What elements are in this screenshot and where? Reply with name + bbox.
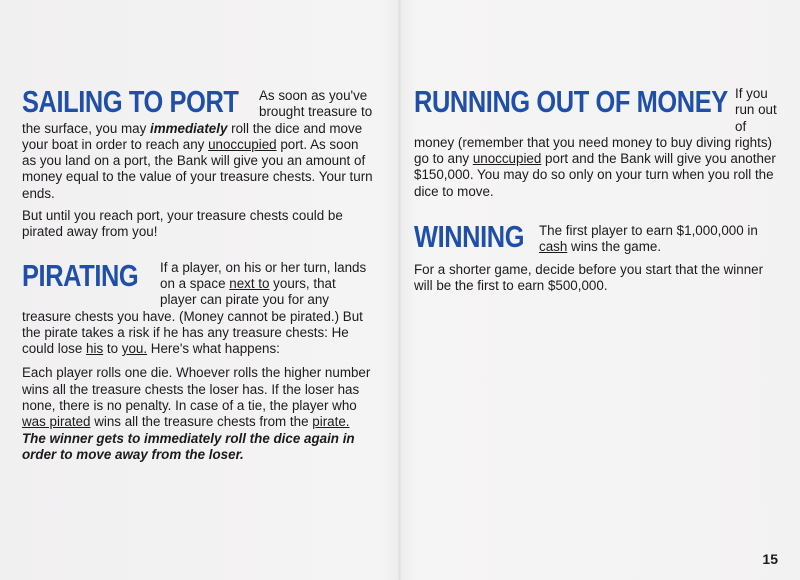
left-column xyxy=(22,86,374,463)
text-run: next to xyxy=(229,275,270,291)
text-run: wins all the treasure chests from the xyxy=(90,414,313,430)
sailing-section xyxy=(22,86,374,241)
text-run: If a player, on his or her turn, lands on a space xyxy=(160,259,367,291)
text-run: As soon as you've brought treasure to the surface, you may xyxy=(22,88,373,136)
text-run: wins the game. xyxy=(567,239,662,255)
running-section xyxy=(414,86,784,200)
text-run: immediately xyxy=(150,120,228,136)
text-run: his xyxy=(86,341,104,357)
text-run: unoccupied xyxy=(208,136,277,152)
text-run: port. As soon as you land on a port, the Bank will give you an amount of money equal to the value of your treasure chests. Your turn ends. xyxy=(22,136,373,201)
sailing-paragraph-2: But until you reach port, your treasure chests could be pirated away from you! xyxy=(22,208,343,240)
right-column xyxy=(414,86,784,294)
text-run: If you run out of money (remember that you need money to buy diving rights) go to any xyxy=(414,86,777,167)
winning-heading: WINNING xyxy=(414,221,525,255)
text-run: pirate. xyxy=(312,414,350,430)
running-heading: RUNNING OUT OF MONEY xyxy=(414,86,728,119)
winning-section xyxy=(414,221,784,294)
text-run: yours, that player can pirate you for any treasure chests you have. (Money cannot be pirated.) But the pirate takes a risk if he has any treasure chests: He could lose xyxy=(22,275,363,357)
pirating-section xyxy=(22,260,374,464)
text-run: port and the Bank will give you another $150,000. You may do so only on your turn when you roll the dice to move. xyxy=(414,151,776,199)
text-run: unoccupied xyxy=(472,151,542,167)
text-run: was pirated xyxy=(22,414,91,430)
text-run: roll the dice and move your boat in order to reach any xyxy=(22,120,363,152)
page-number: 15 xyxy=(762,551,778,567)
text-run: you. xyxy=(121,341,148,357)
winning-paragraph-2: For a shorter game, decide before you start that the winner will be the first to earn $500,000. xyxy=(414,261,764,293)
text-run: cash xyxy=(539,239,568,255)
text-run: Each player rolls one die. Whoever rolls the higher number wins all the treasure chests the loser has. If the loser has none, there is no penalty. In case of a tie, the player who xyxy=(22,365,371,414)
text-run: The first player to earn $1,000,000 in xyxy=(539,223,758,239)
text-run: Here's what happens: xyxy=(147,341,280,357)
page-fold xyxy=(398,0,401,580)
pirating-heading: PIRATING xyxy=(22,259,139,293)
pirating-paragraph-2 xyxy=(22,365,374,463)
text-run: to xyxy=(103,341,122,357)
sailing-heading: SAILING TO PORT xyxy=(22,86,239,119)
text-run: The winner gets to immediately roll the dice again in order to move away from the loser. xyxy=(22,430,355,462)
